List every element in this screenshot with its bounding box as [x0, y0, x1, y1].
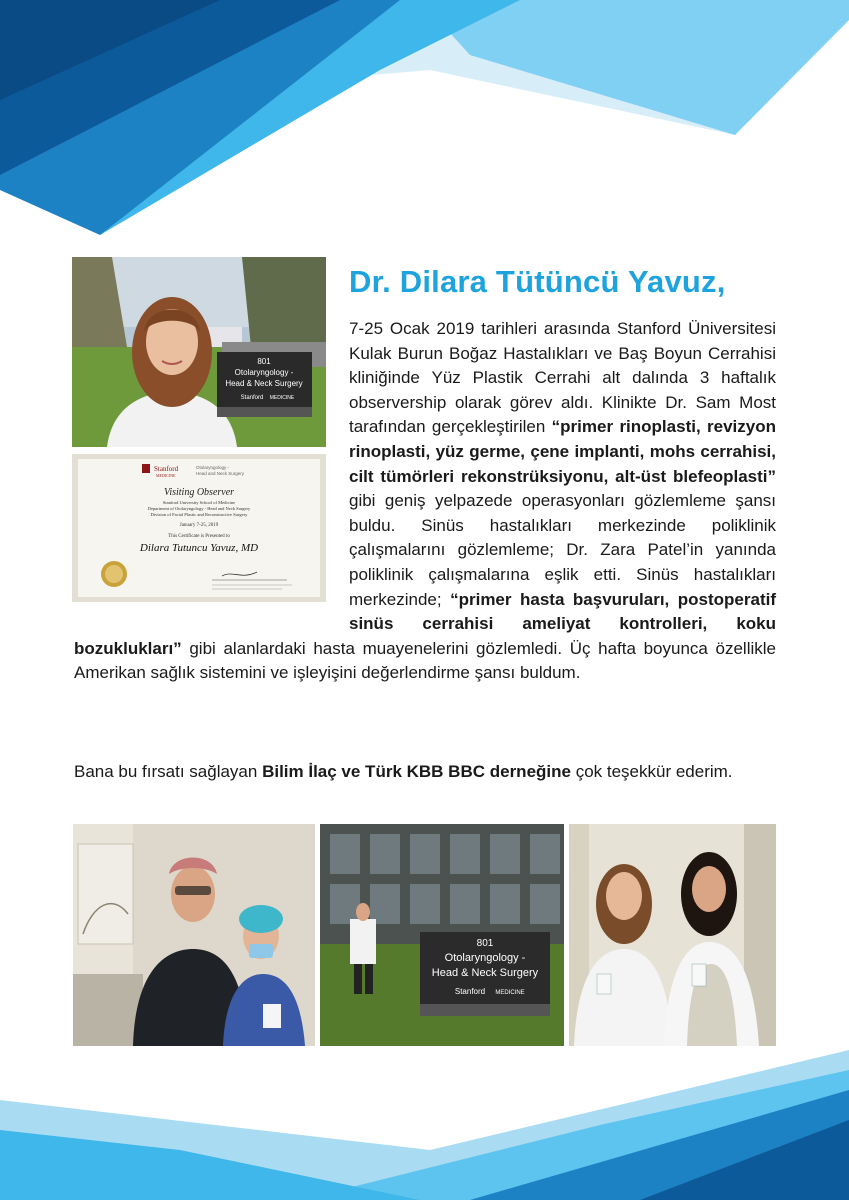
body-text: [74, 317, 776, 686]
body-sinus-list: “primer hasta başvuruları, postoperatif sinüs cerrahisi ameliyat kontrolleri, koku bozuklukları”: [74, 589, 776, 658]
photo-two-doctors: [569, 824, 776, 1046]
sign-number: 801: [257, 357, 271, 366]
thanks-after: çok teşekkür ederim.: [570, 762, 733, 781]
cert-recipient: Dilara Tutuncu Yavuz, MD: [139, 542, 259, 554]
sign2-number: 801: [476, 938, 494, 949]
bottom-wave-decoration: [0, 1030, 849, 1200]
sign-brand: Stanford: [240, 395, 264, 401]
top-wave-decoration: [0, 0, 849, 260]
cert-line-1: Stanford University School of Medicine: [162, 500, 236, 505]
thanks-line: [74, 760, 814, 784]
sign-brand-sub: MEDICINE: [269, 395, 295, 401]
thanks-sponsor: Bilim İlaç ve Türk KBB BBC derneğine: [262, 762, 571, 781]
cert-date: January 7-25, 2019: [179, 523, 219, 528]
photo-column-spacer: [74, 317, 349, 629]
photo-surgeons: [73, 824, 315, 1046]
thanks-before: Bana bu fırsatı sağlayan: [74, 762, 263, 781]
cert-line-3: Division of Facial Plastic and Reconstructive Surgery: [150, 512, 248, 517]
sign2-brand-sub: MEDICINE: [495, 990, 525, 996]
body-paragraph-3: gibi alanlardaki hasta muayenelerini gözlemledi. Üç hafta boyunca özellikle Amerikan sağlık sistemini ve işleyişini değerlendirme şansı buldum.: [74, 638, 776, 683]
photo-standing-at-sign: [320, 824, 564, 1046]
sign-line-2: Head & Neck Surgery: [225, 379, 303, 388]
cert-dept-1: Otolaryngology -: [196, 465, 230, 470]
sign2-line-1: Otolaryngology -: [444, 952, 526, 964]
body-paragraph-1: 7-25 Ocak 2019 tarihleri arasında Stanford Üniversitesi Kulak Burun Boğaz Hastalıkları ve Baş Boyun Cerrahisi kliniğinde Yüz Plastik Cerrahi alt dalında 3 haftalık observership olarak görev aldı. Klinikte Dr. Sam Most tarafından gerçekleştirilen: [349, 319, 776, 437]
cert-logo: Stanford: [154, 465, 179, 473]
cert-presented: This Certificate is Presented to: [168, 534, 230, 539]
body-paragraph-2: gibi geniş yelpazede operasyonları gözlemleme şansı buldu. Sinüs hastalıkları merkezinde poliklinik çalışmalarını gözlemleme; Dr. Zara Patel’in yanında poliklinik çalışmalarına eşlik etti. Sinüs hastalıkları merkezinde;: [349, 491, 776, 609]
body-procedures-list: “primer rinoplasti, revizyon rinoplasti, yüz germe, çene implanti, mohs cerrahisi, cilt tümörleri rekonstrüksiyonu, alt-üst blefeoplasti”: [349, 417, 777, 486]
sign-line-1: Otolaryngology -: [234, 368, 294, 377]
cert-line-2: Department of Otolaryngology - Head and Neck Surgery: [147, 506, 251, 511]
cert-dept-2: Head and Neck Surgery: [196, 471, 245, 476]
page-title: Dr. Dilara Tütüncü Yavuz,: [349, 264, 726, 299]
cert-logo-sub: MEDICINE: [156, 473, 176, 478]
sign2-line-2: Head & Neck Surgery: [431, 967, 539, 979]
sign2-brand: Stanford: [454, 987, 486, 996]
cert-heading: Visiting Observer: [163, 487, 235, 498]
